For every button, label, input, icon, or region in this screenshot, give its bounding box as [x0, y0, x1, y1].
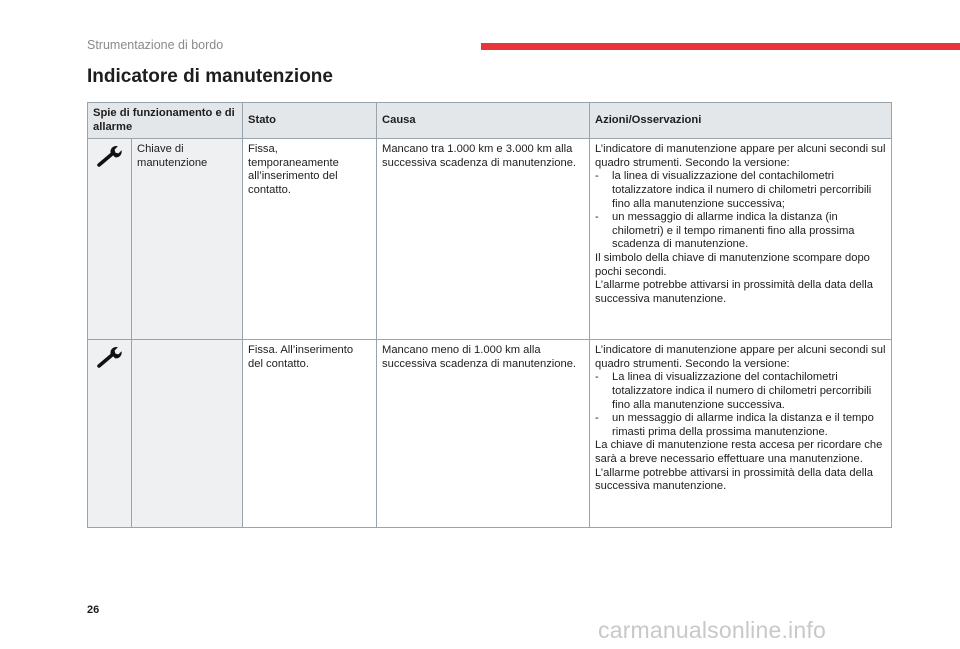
wrench-icon: [96, 344, 124, 370]
lamp-icon-cell: [88, 139, 132, 340]
maintenance-indicator-table: [87, 102, 892, 528]
list-item: - un messaggio di allarme indica la distanza e il tempo rimasti prima della prossima manutenzione.: [595, 412, 886, 439]
header-state: Stato: [243, 103, 377, 139]
actions-note: L’allarme potrebbe attivarsi in prossimità della data della successiva manutenzione.: [595, 279, 873, 305]
watermark: carmanualsonline.info: [598, 617, 826, 643]
lamp-name: [132, 340, 243, 528]
header-lamps: Spie di funzionamento e di allarme: [88, 103, 243, 139]
actions-note: Il simbolo della chiave di manutenzione scompare dopo pochi secondi.: [595, 251, 870, 278]
cause-text: Mancano meno di 1.000 km alla successiva scadenza di manutenzione.: [377, 340, 590, 528]
actions-intro: L’indicatore di manutenzione appare per alcuni secondi sul quadro strumenti. Secondo la versione:: [595, 344, 886, 370]
page-number: 26: [87, 604, 100, 616]
section-label: Strumentazione di bordo: [87, 38, 224, 52]
actions-cell: [590, 340, 892, 528]
table-header-row: [88, 103, 892, 139]
header-cause: Causa: [377, 103, 590, 139]
actions-list: [595, 170, 886, 252]
actions-list: [595, 371, 886, 439]
cause-text: Mancano tra 1.000 km e 3.000 km alla successiva scadenza di manutenzione.: [377, 139, 590, 340]
lamp-icon-cell: [88, 340, 132, 528]
lamp-name: Chiave di manutenzione: [132, 139, 243, 340]
actions-note: L’allarme potrebbe attivarsi in prossimità della data della successiva manutenzione.: [595, 466, 873, 493]
table-row: [88, 340, 892, 528]
wrench-icon: [96, 143, 124, 169]
list-item: - La linea di visualizzazione del contachilometri totalizzatore indica il numero di chilometri percorribili fino alla manutenzione successiva.: [595, 371, 886, 412]
list-item: - un messaggio di allarme indica la distanza (in chilometri) e il tempo rimanenti fino alla prossima scadenza di manutenzione.: [595, 211, 886, 252]
list-item: - la linea di visualizzazione del contachilometri totalizzatore indica il numero di chilometri percorribili fino alla manutenzione successiva;: [595, 170, 886, 211]
actions-intro: L’indicatore di manutenzione appare per alcuni secondi sul quadro strumenti. Secondo la versione:: [595, 143, 886, 169]
header-actions: Azioni/Osservazioni: [590, 103, 892, 139]
page-title: Indicatore di manutenzione: [87, 66, 333, 87]
state-text: Fissa, temporaneamente all’inserimento del contatto.: [243, 139, 377, 340]
actions-cell: [590, 139, 892, 340]
table-row: [88, 139, 892, 340]
state-text: Fissa. All’inserimento del contatto.: [243, 340, 377, 528]
header-accent-bar: [481, 43, 960, 50]
actions-note: La chiave di manutenzione resta accesa per ricordare che sarà a breve necessario effettuare una manutenzione.: [595, 439, 883, 465]
